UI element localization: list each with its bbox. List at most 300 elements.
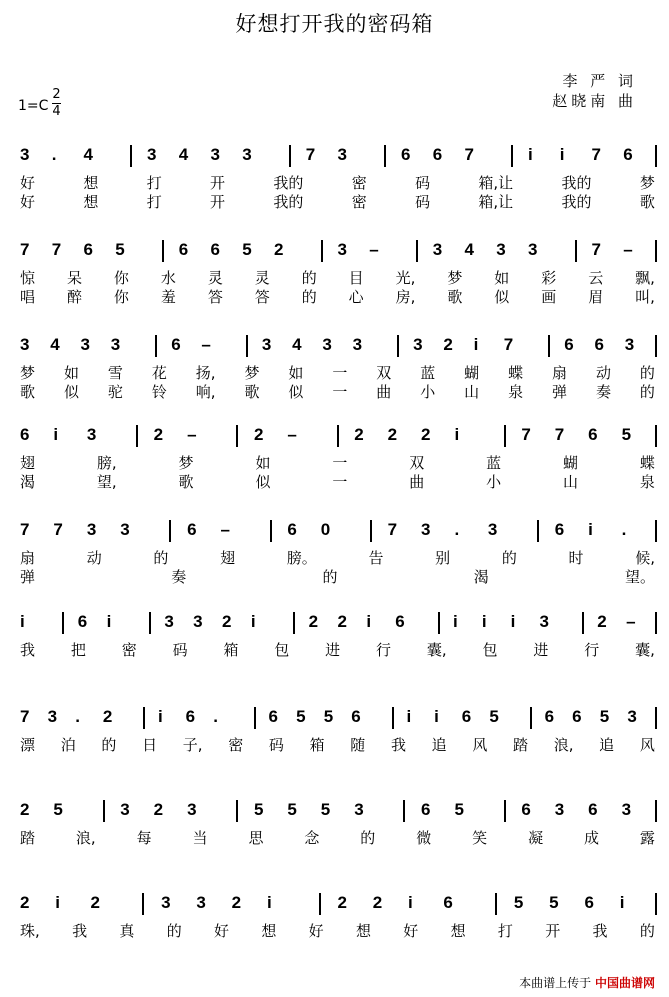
- lyric-word: 的: [322, 568, 338, 586]
- note: i: [20, 612, 25, 631]
- note: 2: [421, 425, 431, 444]
- lyric-word: 呆: [66, 269, 82, 287]
- lyric-word: 码: [415, 193, 431, 211]
- lyric-word: 一: [332, 364, 348, 382]
- lyric-word: 好: [308, 922, 324, 940]
- note: i: [528, 145, 533, 164]
- lyric-word: 驼: [107, 383, 123, 401]
- bar-line: [397, 335, 399, 357]
- note: 5: [513, 893, 524, 912]
- lyric-word: 风: [639, 736, 655, 754]
- bar-line: [504, 800, 506, 822]
- note: 2: [102, 707, 113, 726]
- bar-line: [537, 520, 539, 542]
- lyric-word: 的: [360, 829, 376, 847]
- lyric-word: 囊,: [426, 641, 447, 659]
- lyric-word: 灵: [254, 269, 270, 287]
- note: –: [287, 425, 297, 444]
- note: 3: [86, 425, 97, 444]
- lyric-word: 答: [207, 288, 223, 306]
- note: 3: [554, 800, 565, 819]
- note: 0: [320, 520, 331, 539]
- note: 3: [210, 145, 220, 164]
- lyric-word: 我的: [273, 174, 304, 192]
- lyric-word: 蝴: [563, 454, 579, 472]
- lyric-word: 响,: [195, 383, 216, 401]
- lyric-word: 醉: [66, 288, 82, 306]
- lyric-word: 想: [450, 922, 466, 940]
- bar-line: [530, 707, 532, 729]
- note: 2: [372, 893, 383, 912]
- bar-line: [370, 520, 372, 542]
- note: 7: [51, 240, 62, 259]
- lyric-word: 膀。: [286, 549, 317, 567]
- note: 7: [464, 145, 474, 164]
- lyric-word: 把: [70, 641, 86, 659]
- lyric-word: 密: [351, 174, 367, 192]
- bar-line: [289, 145, 291, 167]
- note: 3: [627, 707, 637, 726]
- lyric-word: 箱: [223, 641, 239, 659]
- lyric-word: 光,: [395, 269, 416, 287]
- note: 4: [83, 145, 93, 164]
- lyric-word: 珠,: [20, 922, 40, 940]
- note: 3: [496, 240, 506, 259]
- note: 5: [287, 800, 297, 819]
- lyric-word: 奏: [595, 383, 611, 401]
- lyric-word: 歌: [447, 288, 463, 306]
- bar-line: [62, 612, 64, 634]
- lyric-word: 浪,: [553, 736, 574, 754]
- bar-line: [270, 520, 272, 542]
- lyric-word: 水: [160, 269, 176, 287]
- bar-line: [142, 893, 144, 915]
- lyric-word: 子,: [182, 736, 203, 754]
- note: 6: [521, 800, 531, 819]
- lyric-word: 行: [376, 641, 392, 659]
- lyric-word: 云: [588, 269, 604, 287]
- bar-line: [321, 240, 323, 262]
- bar-line: [169, 520, 171, 542]
- lyric-word: 我: [20, 641, 36, 659]
- lyric-word: 包: [482, 641, 498, 659]
- lyric-word: 你: [113, 269, 129, 287]
- lyric-word: 膀,: [96, 454, 117, 472]
- note: 3: [80, 335, 90, 354]
- note: 5: [621, 425, 632, 444]
- lyric-word: 翅: [20, 454, 36, 472]
- note: 6: [588, 425, 598, 444]
- lyric-word: 密: [121, 641, 137, 659]
- note: .: [51, 145, 57, 164]
- note: 2: [337, 612, 347, 631]
- note: i: [106, 612, 112, 631]
- lyric-word: 弹: [20, 568, 36, 586]
- lyric-line: [20, 172, 655, 193]
- lyric-word: 小: [420, 383, 436, 401]
- bar-line: [403, 800, 405, 822]
- lyric-word: 浪,: [75, 829, 96, 847]
- lyric-word: 扬,: [195, 364, 216, 382]
- lyric-word: 码: [172, 641, 188, 659]
- bar-line: [495, 893, 497, 915]
- note: 5: [454, 800, 464, 819]
- note: 6: [83, 240, 93, 259]
- note: 6: [185, 707, 196, 726]
- lyric-word: 进: [325, 641, 341, 659]
- bar-line: [655, 335, 657, 357]
- note: 3: [432, 240, 443, 259]
- note: 5: [320, 800, 331, 819]
- lyric-word: 歌: [20, 383, 36, 401]
- lyric-word: 蝶: [508, 364, 524, 382]
- bar-line: [655, 425, 657, 447]
- lyric-word: 一: [332, 383, 348, 401]
- note: i: [559, 145, 565, 164]
- lyric-word: 风: [472, 736, 488, 754]
- note: 3: [528, 240, 538, 259]
- lyric-line: [20, 639, 655, 660]
- note: 5: [115, 240, 125, 259]
- lyric-word: 好: [214, 922, 230, 940]
- bar-line: [319, 893, 321, 915]
- lyric-word: 露: [639, 829, 655, 847]
- note: 3: [337, 145, 347, 164]
- note: 6: [171, 335, 181, 354]
- lyric-word: 梦: [178, 454, 194, 472]
- lyric-word: 山: [464, 383, 480, 401]
- lyric-word: 的: [501, 549, 517, 567]
- lyric-word: 我: [592, 922, 608, 940]
- note: 7: [387, 520, 398, 539]
- lyric-word: 囊,: [635, 641, 655, 659]
- note: 3: [621, 800, 632, 819]
- lyric-word: 花: [151, 364, 167, 382]
- lyric-word: 想: [261, 922, 277, 940]
- lyric-word: 漂: [20, 736, 36, 754]
- lyric-word: 密: [228, 736, 244, 754]
- brand-logo: 中国曲谱网: [594, 976, 655, 990]
- note: 2: [337, 893, 347, 912]
- lyric-word: 念: [304, 829, 320, 847]
- note: 3: [164, 612, 174, 631]
- note: 4: [464, 240, 474, 259]
- note: –: [626, 612, 636, 631]
- note: 3: [120, 800, 130, 819]
- lyric-word: 好: [20, 193, 36, 211]
- lyric-word: 一: [332, 454, 348, 472]
- lyric-word: 蝴: [464, 364, 480, 382]
- lyric-word: 好: [403, 922, 419, 940]
- time-numerator: 2: [52, 87, 61, 102]
- lyric-word: 开: [545, 922, 561, 940]
- lyric-word: 思: [248, 829, 264, 847]
- lyric-word: 踏: [20, 829, 36, 847]
- note: 3: [86, 520, 97, 539]
- lyric-word: 如: [494, 269, 510, 287]
- note: 5: [296, 707, 306, 726]
- note: 3: [120, 520, 130, 539]
- footer: [519, 974, 655, 991]
- bar-line: [416, 240, 418, 262]
- lyric-word: 似: [494, 288, 510, 306]
- note: 2: [443, 335, 453, 354]
- lyric-word: 曲: [409, 473, 425, 491]
- note: i: [406, 707, 412, 726]
- note: .: [621, 520, 627, 539]
- note: 7: [503, 335, 514, 354]
- note: 5: [53, 800, 63, 819]
- note: 6: [178, 240, 189, 259]
- note: 7: [305, 145, 316, 164]
- note: 3: [487, 520, 498, 539]
- bar-line: [103, 800, 105, 822]
- note: 6: [443, 893, 453, 912]
- lyric-word: 想: [83, 174, 99, 192]
- bar-line: [582, 612, 584, 634]
- note: i: [53, 425, 59, 444]
- note: 6: [584, 893, 594, 912]
- lyric-word: 心: [348, 288, 364, 306]
- lyric-word: 房,: [395, 288, 416, 306]
- lyric-word: 梦: [447, 269, 463, 287]
- lyric-word: 泉: [508, 383, 524, 401]
- note: 2: [274, 240, 284, 259]
- note: 7: [20, 240, 30, 259]
- lyric-word: 扇: [552, 364, 568, 382]
- lyric-word: 歌: [244, 383, 260, 401]
- note: 3: [110, 335, 121, 354]
- bar-line: [548, 335, 550, 357]
- lyric-word: 开: [210, 174, 226, 192]
- lyric-word: 渴: [20, 473, 36, 491]
- lyric-word: 泉: [639, 473, 655, 491]
- lyric-word: 渴: [473, 568, 489, 586]
- lyric-word: 灵: [207, 269, 223, 287]
- note: –: [623, 240, 633, 259]
- note: 6: [187, 520, 197, 539]
- lyric-line: [20, 267, 655, 288]
- note: i: [158, 707, 163, 726]
- bar-line: [392, 707, 394, 729]
- note: 2: [20, 800, 30, 819]
- note: i: [266, 893, 272, 912]
- note: 7: [554, 425, 565, 444]
- note: 3: [624, 335, 635, 354]
- lyric-line: [20, 381, 655, 402]
- bar-line: [254, 707, 256, 729]
- lyric-word: 蝶: [639, 454, 655, 472]
- note: 3: [196, 893, 206, 912]
- note: i: [454, 425, 460, 444]
- lyric-line: [20, 471, 655, 492]
- note: 6: [564, 335, 574, 354]
- note: 5: [489, 707, 499, 726]
- lyric-word: 望。: [624, 568, 655, 586]
- lyric-word: 我的: [561, 193, 592, 211]
- note: i: [434, 707, 439, 726]
- lyric-word: 的: [639, 364, 655, 382]
- note: 6: [287, 520, 297, 539]
- lyric-word: 的: [639, 383, 655, 401]
- lyric-word: 动: [86, 549, 102, 567]
- note: 6: [351, 707, 361, 726]
- lyric-word: 雪: [107, 364, 123, 382]
- lyric-word: 的: [639, 922, 655, 940]
- lyric-word: 蓝: [420, 364, 436, 382]
- note: 3: [20, 335, 30, 354]
- bar-line: [655, 240, 657, 262]
- lyric-line: [20, 286, 655, 307]
- bar-line: [655, 145, 657, 167]
- note: –: [220, 520, 230, 539]
- lyric-word: 打: [146, 174, 162, 192]
- bar-line: [143, 707, 145, 729]
- time-signature: [52, 88, 61, 119]
- bar-line: [162, 240, 164, 262]
- lyric-word: 告: [368, 549, 384, 567]
- note: 5: [549, 893, 559, 912]
- note: 3: [193, 612, 203, 631]
- lyric-word: 别: [435, 549, 451, 567]
- lyric-word: 小: [486, 473, 502, 491]
- lyric-word: 目: [348, 269, 364, 287]
- note: 2: [354, 425, 364, 444]
- note: –: [187, 425, 197, 444]
- lyric-word: 笑: [472, 829, 488, 847]
- lyric-word: 铃: [151, 383, 167, 401]
- composer: 赵晓南 曲: [552, 92, 637, 110]
- page-title: 好想打开我的密码箱: [235, 12, 434, 36]
- note: 6: [401, 145, 411, 164]
- note: i: [473, 335, 479, 354]
- lyric-word: 凝: [528, 829, 544, 847]
- note: 5: [323, 707, 334, 726]
- note: i: [408, 893, 413, 912]
- note: .: [75, 707, 80, 726]
- note: 2: [308, 612, 319, 631]
- lyric-word: 的: [153, 549, 169, 567]
- note: –: [369, 240, 379, 259]
- note: 6: [544, 707, 555, 726]
- lyric-word: 奏: [171, 568, 187, 586]
- lyric-word: 的: [166, 922, 182, 940]
- note: 7: [20, 520, 30, 539]
- lyric-word: 梦: [639, 174, 655, 192]
- lyric-word: 打: [146, 193, 162, 211]
- lyric-word: 的: [301, 288, 317, 306]
- note: 6: [588, 800, 598, 819]
- lyric-word: 一: [332, 473, 348, 491]
- note: –: [201, 335, 211, 354]
- note: 2: [20, 893, 30, 912]
- lyric-word: 眉: [588, 288, 604, 306]
- lyric-word: 打: [497, 922, 513, 940]
- lyric-word: 当: [192, 829, 208, 847]
- lyric-word: 候,: [635, 549, 655, 567]
- note: 7: [53, 520, 63, 539]
- note: 6: [594, 335, 604, 354]
- note: 2: [90, 893, 101, 912]
- lyric-line: [20, 566, 655, 587]
- note: 6: [461, 707, 472, 726]
- lyric-word: 时: [568, 549, 584, 567]
- note: i: [55, 893, 60, 912]
- note: 5: [599, 707, 610, 726]
- note: i: [510, 612, 516, 631]
- bar-line: [655, 800, 657, 822]
- lyric-line: [20, 191, 655, 212]
- note: 2: [231, 893, 242, 912]
- bar-line: [575, 240, 577, 262]
- lyric-word: 你: [113, 288, 129, 306]
- lyric-word: 答: [254, 288, 270, 306]
- lyric-word: 歌: [178, 473, 194, 491]
- lyric-word: 真: [119, 922, 135, 940]
- lyric-word: 似: [288, 383, 304, 401]
- note: 5: [253, 800, 264, 819]
- lyric-word: 羞: [160, 288, 176, 306]
- note: 3: [242, 145, 252, 164]
- lyric-word: 随: [350, 736, 366, 754]
- note: 3: [322, 335, 332, 354]
- note: 3: [421, 520, 431, 539]
- lyric-word: 如: [63, 364, 79, 382]
- lyric-line: [20, 362, 655, 383]
- lyric-word: 想: [83, 193, 99, 211]
- note: 2: [153, 800, 164, 819]
- lyric-word: 歌: [639, 193, 655, 211]
- lyric-word: 码: [415, 174, 431, 192]
- lyric-word: 追: [599, 736, 615, 754]
- lyric-word: 每: [136, 829, 152, 847]
- lyric-word: 踏: [513, 736, 529, 754]
- note: .: [454, 520, 460, 539]
- bar-line: [155, 335, 157, 357]
- note: .: [213, 707, 218, 726]
- bar-line: [655, 893, 657, 915]
- bar-line: [504, 425, 506, 447]
- note: 3: [352, 335, 363, 354]
- lyric-word: 似: [255, 473, 271, 491]
- key-signature: 1=C: [18, 98, 49, 114]
- lyric-word: 的: [101, 736, 117, 754]
- lyric-word: 如: [288, 364, 304, 382]
- bar-line: [337, 425, 339, 447]
- lyric-word: 唱: [20, 288, 36, 306]
- lyric-word: 想: [355, 922, 371, 940]
- note: i: [366, 612, 372, 631]
- note: 6: [421, 800, 431, 819]
- lyric-line: [20, 827, 655, 848]
- bar-line: [655, 707, 657, 729]
- lyric-word: 我: [390, 736, 406, 754]
- lyricist: 李 严 词: [562, 72, 637, 90]
- note: 2: [222, 612, 232, 631]
- lyric-word: 箱: [309, 736, 325, 754]
- bar-line: [149, 612, 151, 634]
- note: 6: [395, 612, 405, 631]
- note: 6: [432, 145, 443, 164]
- bar-line: [655, 612, 657, 634]
- note: i: [588, 520, 593, 539]
- lyric-word: 码: [268, 736, 284, 754]
- note: 6: [554, 520, 565, 539]
- lyric-word: 日: [142, 736, 158, 754]
- lyric-word: 望,: [96, 473, 117, 491]
- lyric-word: 叫,: [635, 288, 655, 306]
- bar-line: [655, 520, 657, 542]
